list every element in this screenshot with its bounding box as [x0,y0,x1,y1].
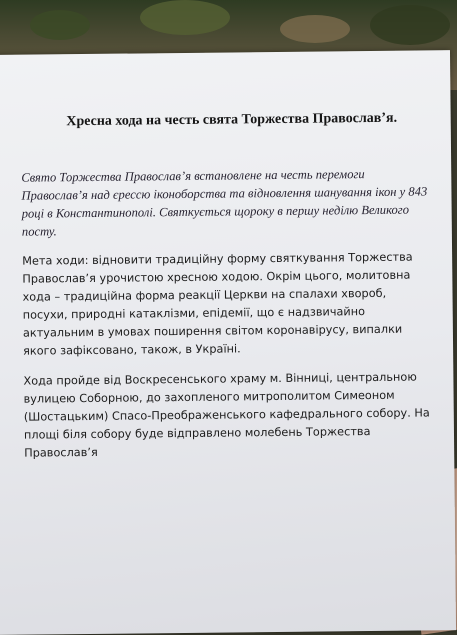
foliage-patch [140,0,230,35]
paragraph-route: Хода пройде від Воскресенського храму м. Вінниці, центральною вулицею Соборною, до захопленого митрополитом Симеоном (Шостацьким) Спасо-Преображенського кафедрального собору. На площі біля собору буде відправлено молебень Торжества Православ’я [23,370,430,460]
paragraph-goal: Мета ходи: відновити традиційну форму святкування Торжества Православ’я урочистою хресною ходою. Окрім цього, молитовна хода – традиційна форма реакції Церкви на спалахи хвороб, посухи, природні катаклізми, епідемії, що є надзвичайно актуальним в умовах поширення світом коронавірусу, випалки якого зафіксовано, також, в Україні. [22,250,413,358]
paragraph-intro: Свято Торжества Православ’я встановлене на честь перемоги Православ’я над єрессю іконоборства та відновлення шанування ікон у 843 році в Константинополі. Святкується щороку в першу неділю Великого посту. [21,167,428,239]
paper-sheet [0,50,456,635]
document-body [13,110,437,474]
document-title: Хресна хода на честь свята Торжества Православ’я. [66,110,398,130]
foliage-patch [30,10,90,40]
foliage-patch [280,15,350,43]
foliage-patch [370,5,450,45]
